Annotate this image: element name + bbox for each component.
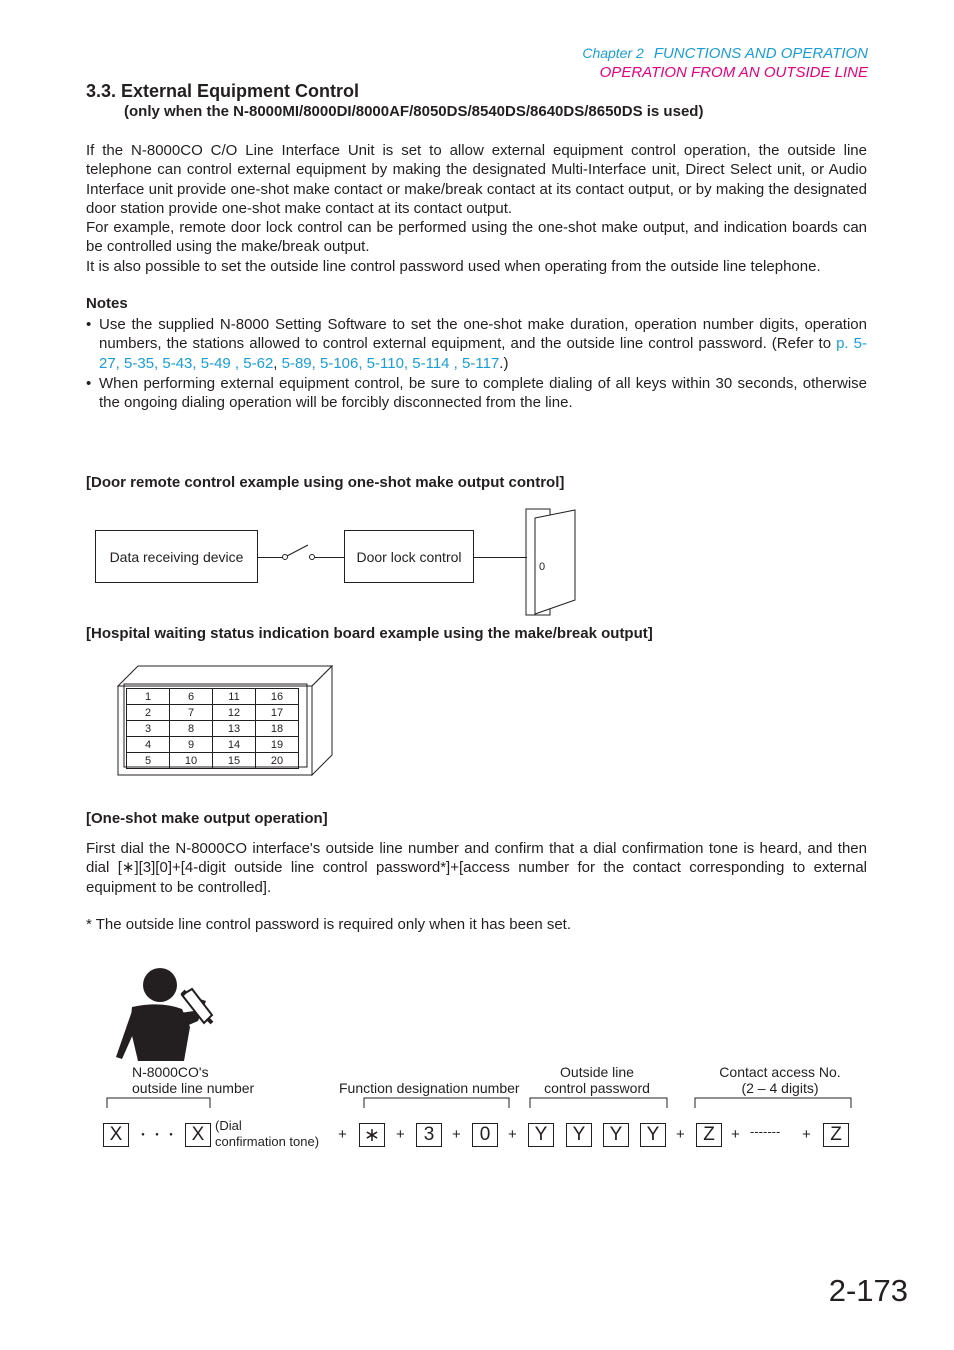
board-cell: 3	[127, 721, 170, 737]
board-cell: 15	[213, 753, 256, 769]
page-reference-link[interactable]: p. 5-27, 5-35, 5-43, 5-49 , 5-62	[99, 335, 867, 372]
bullet-mark: •	[86, 316, 92, 333]
plus-sign: +	[396, 1126, 405, 1143]
board-cell: 6	[170, 689, 213, 705]
plus-sign: +	[508, 1126, 517, 1143]
bullet-mark: •	[86, 375, 92, 392]
chapter-title: FUNCTIONS AND OPERATION	[653, 45, 868, 62]
board-cell: 11	[213, 689, 256, 705]
table-row	[127, 705, 299, 721]
note-1-end: .)	[499, 354, 509, 372]
contact-access-label: Contact access No. (2 – 4 digits)	[719, 1064, 841, 1096]
board-cell: 7	[170, 705, 213, 721]
indication-board-table	[126, 688, 299, 769]
door-example-heading: [Door remote control example using one-shot make output control]	[86, 474, 565, 491]
door-icon	[525, 508, 579, 618]
note-2	[86, 374, 867, 413]
running-header-chapter	[582, 45, 868, 62]
key-y: Y	[566, 1123, 592, 1147]
board-cell: 17	[256, 705, 299, 721]
key-y: Y	[528, 1123, 554, 1147]
operation-heading: [One-shot make output operation]	[86, 810, 328, 827]
operation-footnote: * The outside line control password is required only when it has been set.	[86, 916, 572, 933]
board-cell: 9	[170, 737, 213, 753]
table-row	[127, 689, 299, 705]
page-reference-link[interactable]: 5-89, 5-106, 5-110, 5-114 , 5-117	[281, 354, 500, 372]
outside-line-number-label: N-8000CO's outside line number	[132, 1064, 255, 1096]
board-cell: 19	[256, 737, 299, 753]
plus-sign: +	[676, 1126, 685, 1143]
running-header-section: OPERATION FROM AN OUTSIDE LINE	[599, 64, 868, 81]
section-title: 3.3. External Equipment Control	[86, 81, 360, 101]
table-row	[127, 721, 299, 737]
key-star: ∗	[359, 1123, 385, 1147]
notes-heading: Notes	[86, 295, 128, 312]
plus-sign: +	[802, 1126, 811, 1143]
plus-sign: +	[452, 1126, 461, 1143]
chapter-label: Chapter 2	[582, 45, 644, 61]
connector-line	[474, 557, 527, 558]
ellipsis-dots: ・・・	[136, 1127, 178, 1143]
key-y: Y	[603, 1123, 629, 1147]
intro-paragraph-3: It is also possible to set the outside line control password used when operating from the outside line telephone.	[86, 258, 821, 275]
table-row	[127, 753, 299, 769]
plus-sign: +	[731, 1126, 740, 1143]
note-1-separator: ,	[273, 354, 282, 372]
door-lock-control-box	[344, 530, 474, 583]
note-1	[86, 315, 867, 373]
door-handle-mark: 0	[539, 561, 546, 573]
note-1-text: Use the supplied N-8000 Setting Software to set the one-shot make duration, operation number digits, operation numbers, the stations allowed to control external equipment, and the outside line control password. (Refer to	[99, 316, 867, 353]
operation-text: First dial the N-8000CO interface's outside line number and confirm that a dial confirmation tone is heard, and then dial [∗][3][0]+[4-digit outside line control password*]+[access number for the contact corresponding to external equipment to be controlled].	[86, 840, 867, 896]
board-cell: 5	[127, 753, 170, 769]
function-designation-label: Function designation number	[339, 1080, 520, 1096]
key-z: Z	[696, 1123, 722, 1147]
door-lock-control-label: Door lock control	[356, 548, 462, 565]
key-z: Z	[823, 1123, 849, 1147]
board-cell: 2	[127, 705, 170, 721]
person-on-phone-icon	[110, 965, 220, 1065]
board-cell: 20	[256, 753, 299, 769]
grouping-brackets	[100, 1096, 860, 1110]
board-cell: 13	[213, 721, 256, 737]
key-3: 3	[416, 1123, 442, 1147]
board-cell: 10	[170, 753, 213, 769]
intro-paragraph-2: For example, remote door lock control can be performed using the one-shot make output, and indication boards can be controlled using the make/break output.	[86, 219, 867, 256]
board-cell: 12	[213, 705, 256, 721]
board-cell: 16	[256, 689, 299, 705]
data-receiving-device-label: Data receiving device	[109, 548, 244, 565]
key-0: 0	[472, 1123, 498, 1147]
section-subtitle: (only when the N-8000MI/8000DI/8000AF/8050DS/8540DS/8640DS/8650DS is used)	[124, 103, 704, 120]
dial-tone-note: (Dial confirmation tone)	[215, 1118, 320, 1149]
intro-paragraph-1: If the N-8000CO C/O Line Interface Unit is set to allow external equipment control operation, the outside line telephone can control external equipment by making the designated Multi-Interface unit, Direct Select unit, or Audio Interface unit provide one-shot make contact or make/break contact at its contact output, or by making the designated door station provide one-shot make contact at its contact output.	[86, 142, 867, 217]
note-2-text: When performing external equipment control, be sure to complete dialing of all keys within 30 seconds, otherwise the ongoing dialing operation will be forcibly disconnected from the line.	[99, 375, 867, 412]
page-number: 2-173	[828, 1273, 908, 1308]
connector-line	[315, 557, 344, 558]
continuation-dashes: -------	[750, 1124, 781, 1139]
password-label: Outside line control password	[544, 1064, 650, 1096]
hospital-example-heading: [Hospital waiting status indication board example using the make/break output]	[86, 625, 653, 642]
plus-sign: +	[338, 1126, 347, 1143]
table-row	[127, 737, 299, 753]
key-x: X	[185, 1123, 211, 1147]
key-x: X	[103, 1123, 129, 1147]
data-receiving-device-box	[95, 530, 258, 583]
board-cell: 14	[213, 737, 256, 753]
board-cell: 4	[127, 737, 170, 753]
board-cell: 1	[127, 689, 170, 705]
switch-contact-icon	[280, 540, 320, 564]
board-cell: 18	[256, 721, 299, 737]
key-y: Y	[640, 1123, 666, 1147]
board-cell: 8	[170, 721, 213, 737]
